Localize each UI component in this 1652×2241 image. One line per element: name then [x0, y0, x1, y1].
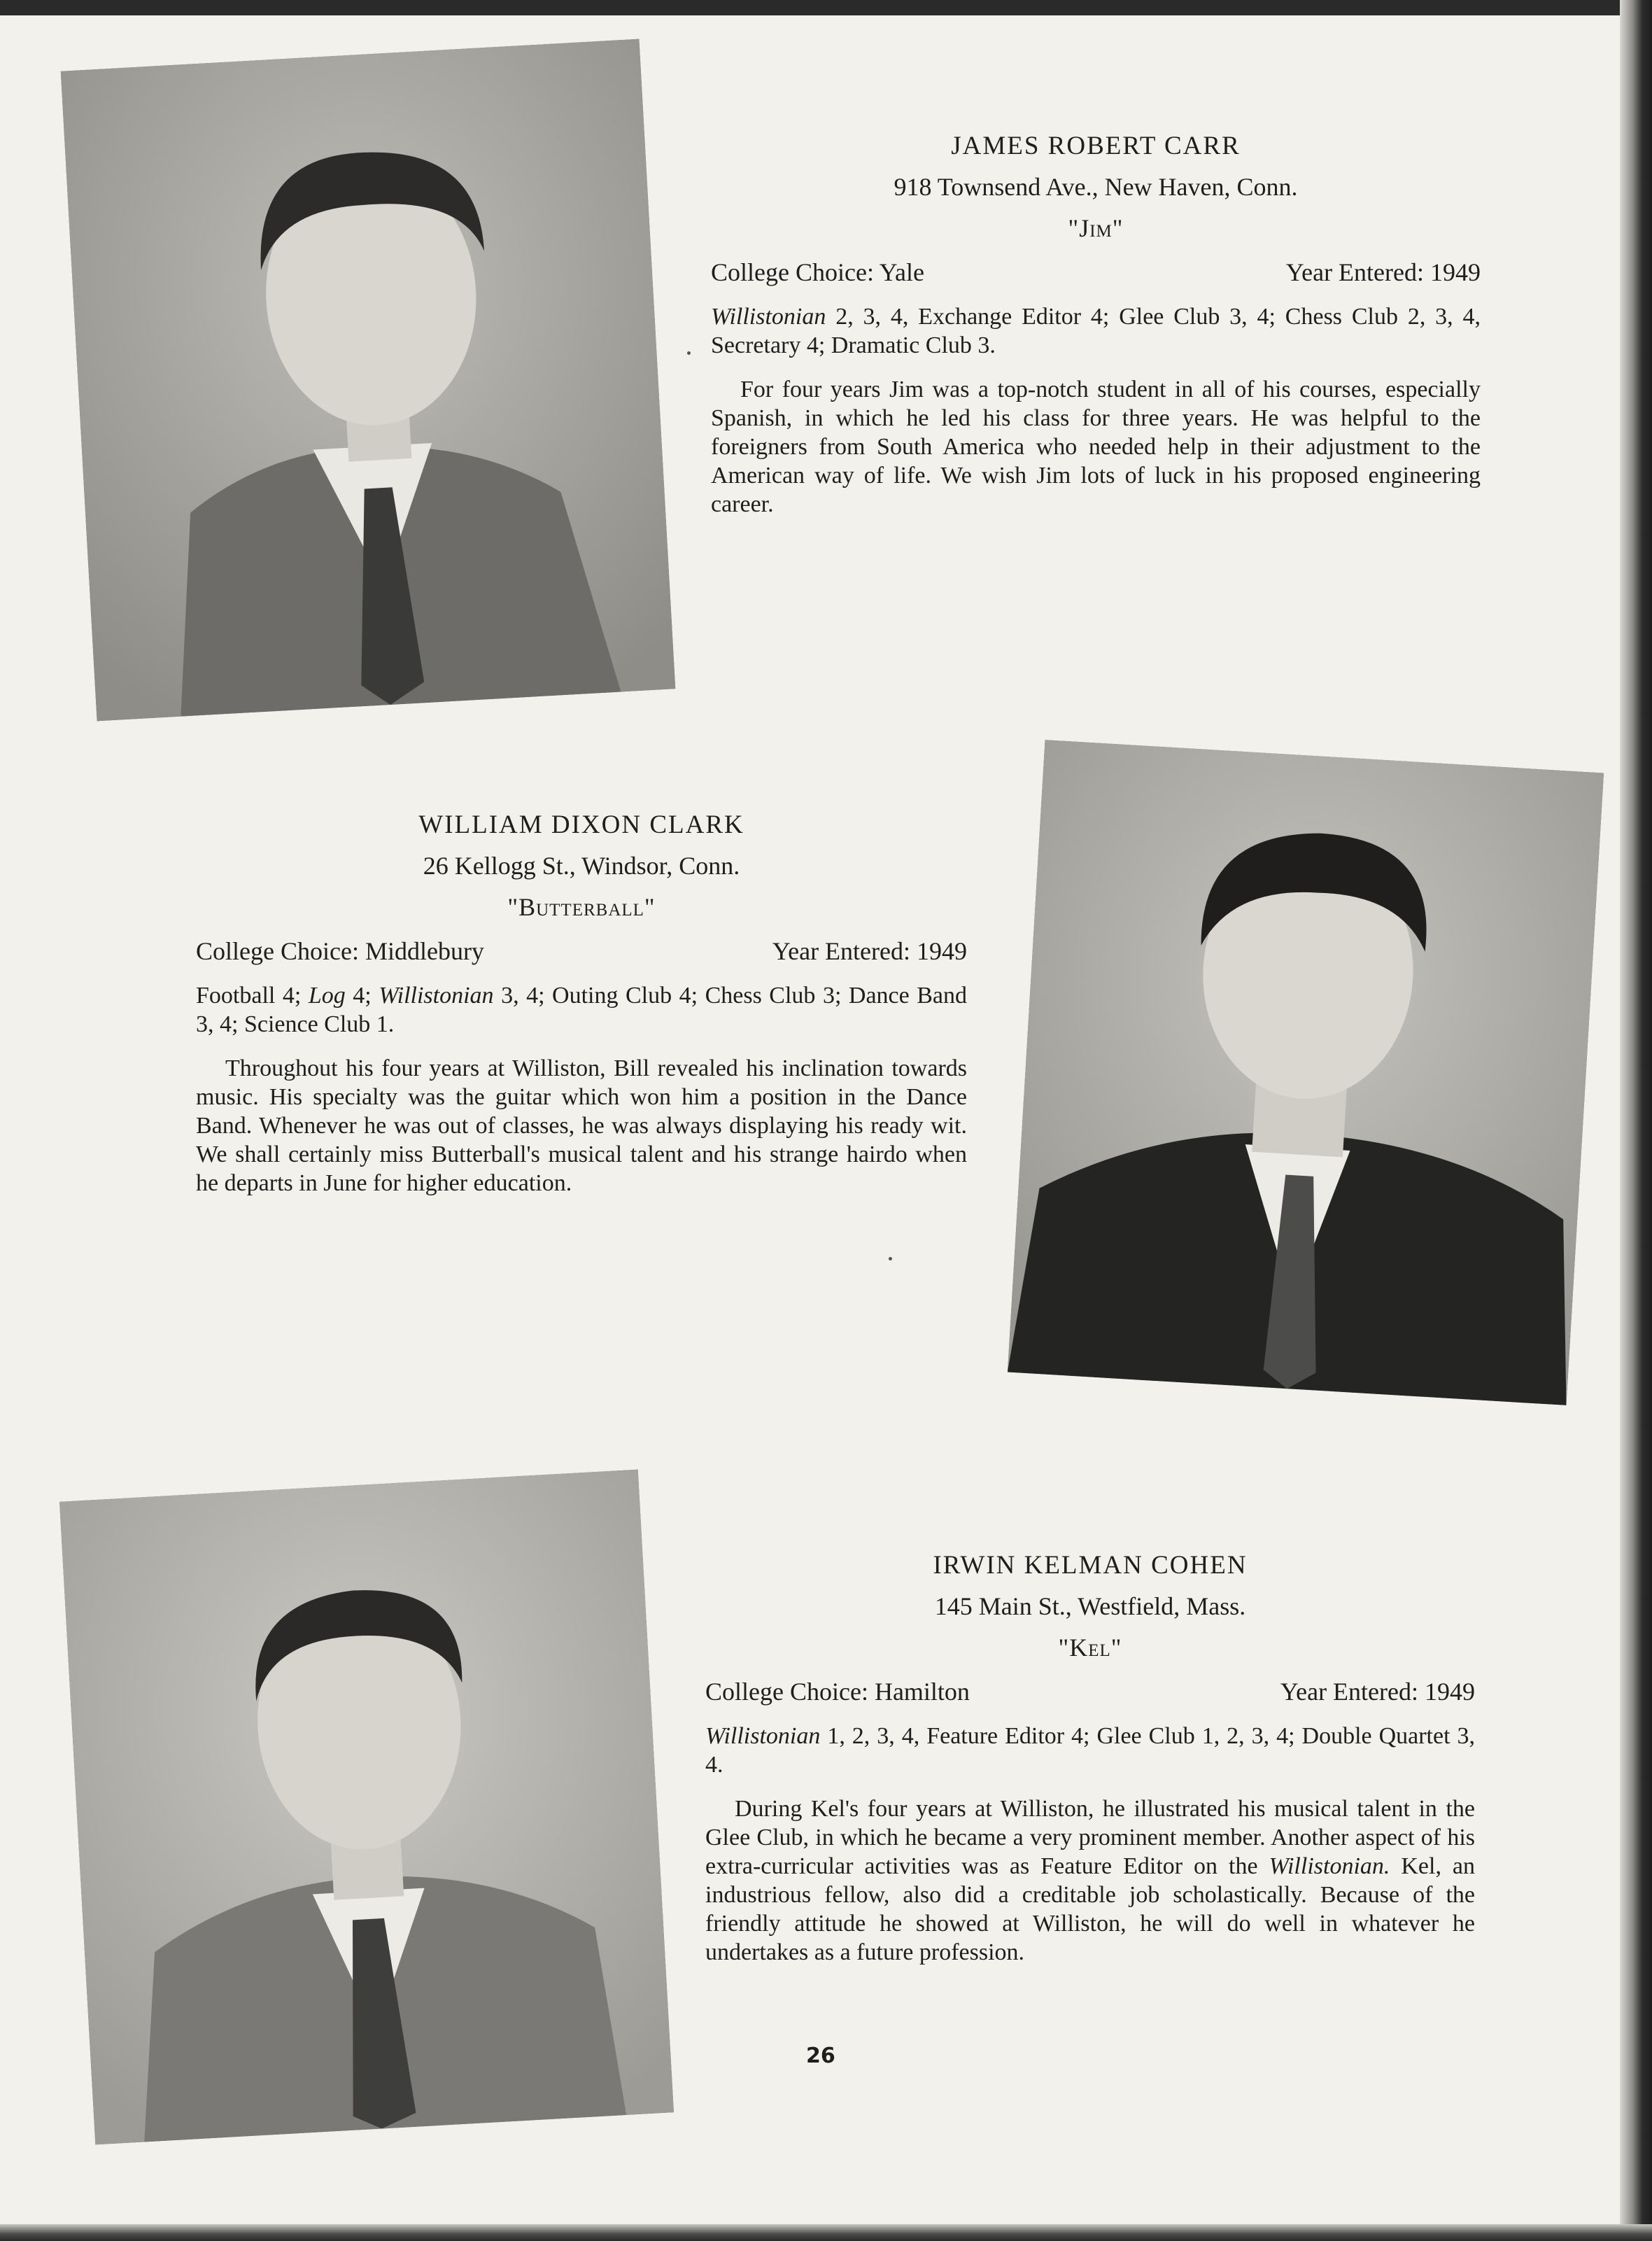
student-bio: Throughout his four years at Williston, Bill revealed his inclination towards music. His specialty was the guitar which won him a position in the Dance Band. Whenever he was out of classes, he was always displaying his ready wit. We shall certainly miss Butterball's musical talent and his strange hairdo when he departs in June for higher education.	[196, 1055, 967, 1196]
student-name: WILLIAM DIXON CLARK	[418, 810, 744, 839]
student-address: 145 Main St., Westfield, Mass.	[934, 1592, 1246, 1620]
page-number: 26	[806, 2044, 835, 2068]
student-name: IRWIN KELMAN COHEN	[933, 1551, 1248, 1580]
college-choice: College Choice: Hamilton	[705, 1678, 970, 1706]
print-speck	[889, 1257, 892, 1260]
student-activities	[705, 1722, 1475, 1779]
print-speck	[687, 351, 691, 355]
college-year-row	[196, 937, 967, 966]
page-top-edge	[0, 0, 1652, 15]
activities-italic: Willistonian	[711, 304, 826, 330]
activities-italic: Willistonian	[705, 1723, 821, 1749]
student-nickname: "Kel"	[1058, 1634, 1122, 1662]
page-right-edge	[1620, 0, 1652, 2241]
activities-text: Football 4;	[196, 983, 309, 1009]
year-entered: Year Entered: 1949	[772, 937, 967, 965]
portrait-carr-image	[61, 39, 676, 722]
activities-text: 2, 3, 4, Exchange Editor 4; Glee Club 3, 4; Chess Club 2, 3, 4, Secretary 4; Dramatic Club 3.	[711, 304, 1481, 358]
college-year-row	[705, 1678, 1475, 1706]
portrait-photo-carr	[61, 39, 676, 722]
bio-text: Kel, an industrious fellow, also did a creditable job scholastically. Because of the friendly attitude he showed at Williston, he will do well in whatever he undertakes as a future profession.	[705, 1853, 1476, 1965]
student-activities	[711, 302, 1481, 360]
college-choice: College Choice: Yale	[711, 258, 924, 286]
bio-text: During Kel's four years at Williston, he illustrated his musical talent in the Glee Club, in which he became a very prominent member. Another aspect of his extra-curricular activities was as Feature Editor on the	[705, 1796, 1475, 1879]
college-year-row	[711, 258, 1481, 287]
student-entry-clark	[196, 810, 967, 1197]
student-address: 26 Kellogg St., Windsor, Conn.	[423, 852, 740, 880]
student-entry-carr	[711, 132, 1481, 519]
activities-text: 4;	[345, 983, 379, 1009]
portrait-cohen-image	[59, 1470, 674, 2145]
student-nickname: "Jim"	[1068, 214, 1124, 242]
page-bottom-edge	[0, 2224, 1652, 2241]
year-entered: Year Entered: 1949	[1280, 1678, 1475, 1706]
portrait-photo-clark	[1008, 740, 1604, 1405]
student-address: 918 Townsend Ave., New Haven, Conn.	[894, 173, 1298, 201]
college-choice: College Choice: Middlebury	[196, 937, 484, 965]
student-nickname: "Butterball"	[507, 893, 656, 921]
portrait-photo-cohen	[59, 1470, 674, 2145]
student-name: JAMES ROBERT CARR	[951, 132, 1241, 160]
activities-italic: Log	[308, 983, 346, 1009]
student-bio: For four years Jim was a top-notch student in all of his courses, especially Spanish, in which he led his class for three years. He was helpful to the foreigners from South America who needed help in their adjustment to the American way of life. We wish Jim lots of luck in his proposed engineering career.	[711, 377, 1481, 517]
bio-italic: Willistonian.	[1269, 1853, 1390, 1879]
activities-italic: Willistonian	[379, 983, 494, 1009]
activities-text: 1, 2, 3, 4, Feature Editor 4; Glee Club 1, 2, 3, 4; Double Quartet 3, 4.	[705, 1723, 1475, 1778]
student-bio	[705, 1794, 1475, 1967]
student-entry-cohen	[705, 1551, 1475, 1967]
portrait-clark-image	[1008, 740, 1604, 1405]
year-entered: Year Entered: 1949	[1285, 258, 1481, 286]
activities-text: 3, 4; Outing Club 4; Chess Club 3; Dance Band 3, 4; Science Club 1.	[196, 983, 967, 1037]
student-activities	[196, 981, 967, 1039]
